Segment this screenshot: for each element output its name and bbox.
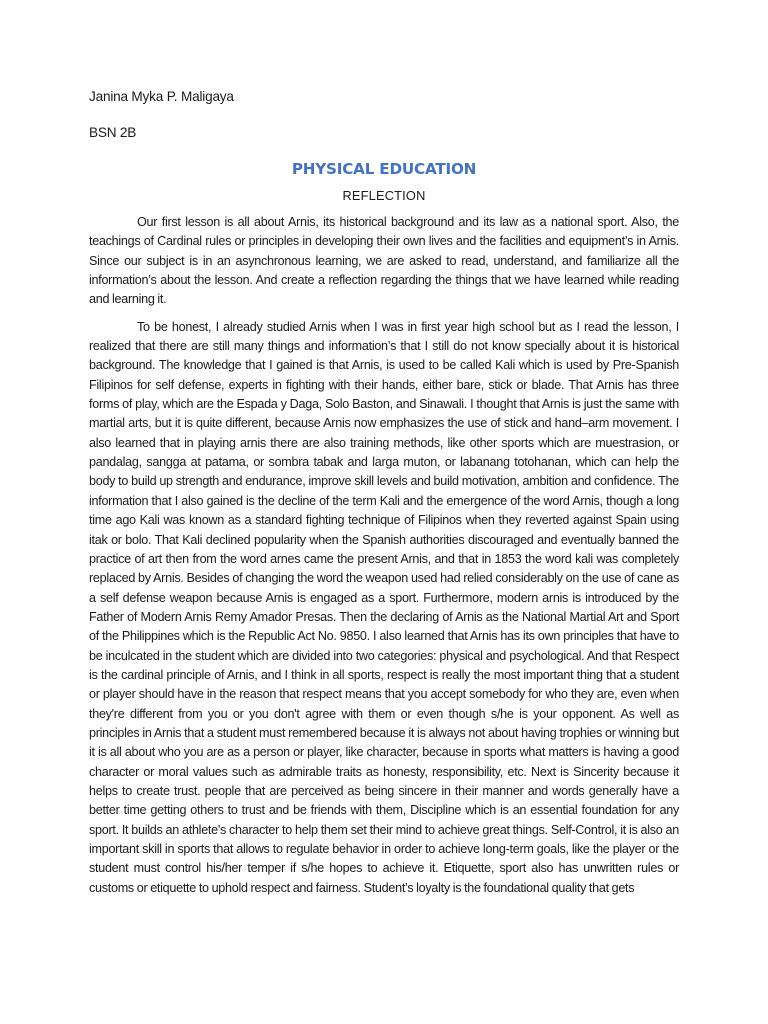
- paragraph-reflection: To be honest, I already studied Arnis when I was in first year high school but as I read the lesson, I realized that there are still many things and information’s that I still do not know specially about it is historical background. The knowledge that I gained is that Arnis, is used to be called Kali which is used by Pre-Spanish Filipinos for self defense, experts in fighting with their hands, either bare, stick or blade. That Arnis has three forms of play, which are the Espada y Daga, Solo Baston, and Sinawali. I thought that Arnis is just the same with martial arts, but it is quite different, because Arnis now emphasizes the use of stick and hand–arm movement. I also learned that in playing arnis there are also training methods, like other sports which are muestrasion, or pandalag, sangga at patama, or sombra tabak and larga muton, or labanang totohanan, which can help the body to build up strength and endurance, improve skill levels and build motivation, ambition and confidence. The information that I also gained is the decline of the term Kali and the emergence of the word Arnis, though a long time ago Kali was known as a standard fighting technique of Filipinos when they reverted against Spain using itak or bolo. That Kali declined popularity when the Spanish authorities discouraged and eventually banned the practice of art then from the word arnes came the present Arnis, and that in 1853 the word kali was completely replaced by Arnis. Besides of changing the word the weapon used had relied considerably on the use of cane as a self defense weapon because Arnis is engaged as a sport. Furthermore, modern arnis is introduced by the Father of Modern Arnis Remy Amador Presas. Then the declaring of Arnis as the National Martial Art and Sport of the Philippines which is the Republic Act No. 9850. I also learned that Arnis has its own principles that have to be inculcated in the student which are divided into two categories: physical and psychological. And that Respect is the cardinal principle of Arnis, and I think in all sports, respect is really the most important thing that a student or player should have in the reason that respect means that you accept somebody for who they are, even when they're different from you or you don't agree with them or even though s/he is your opponent. As well as principles in Arnis that a student must remembered because it is always not about having trophies or winning but it is all about who you are as a person or player, like character, because in sports what matters is having a good character or moral values such as admirable traits as honesty, responsibility, etc. Next is Sincerity because it helps to create trust. people that are perceived as being sincere in their manner and words generally have a better time getting others to trust and be friends with them, Discipline which is an essential foundation for any sport. It builds an athlete's character to help them set their mind to achieve great things. Self-Control, it is also an important skill in sports that allows to regulate behavior in order to achieve long-term goals, like the player or the student must control his/her temper if s/he hopes to achieve it. Etiquette, sport also has unwritten rules or customs or etiquette to uphold respect and fairness. Student’s loyalty is the foundational quality that gets: [89, 319, 679, 895]
- class-section: BSN 2B: [89, 125, 137, 140]
- document-body: [89, 88, 679, 906]
- document-subtitle: REFLECTION: [342, 188, 426, 203]
- author-name: Janina Myka P. Maligaya: [89, 89, 234, 104]
- document-title: PHYSICAL EDUCATION: [291, 160, 477, 178]
- paragraph-intro: Our first lesson is all about Arnis, its historical background and its law as a national sport. Also, the teachings of Cardinal rules or principles in developing their own lives and the facilities and equipment’s in Arnis. Since our subject is in an asynchronous learning, we are asked to read, understand, and familiarize all the information’s about the lesson. And create a reflection regarding the things that we have learned while reading and learning it.: [89, 215, 679, 307]
